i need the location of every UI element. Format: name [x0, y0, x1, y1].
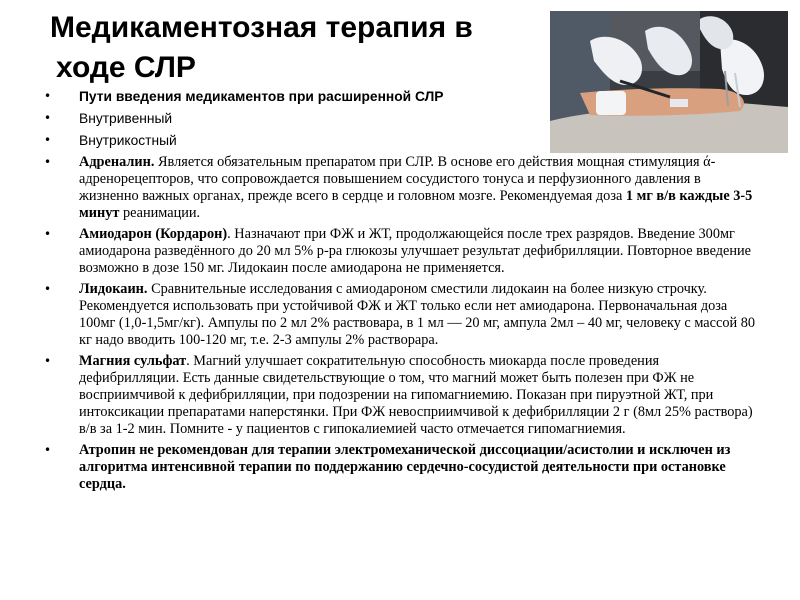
bullet-intravenous	[44, 110, 519, 128]
bullet-atropine	[44, 442, 760, 493]
bullet-bold-text: Атропин не рекомендован для терапии электромеханической диссоциации/асистолии и исключен из алгоритма интенсивной терапии по поддержанию сердечно-сосудистой деятельности при остановке сердца.	[79, 442, 731, 492]
bullet-text: Внутривенный	[79, 111, 173, 126]
bullet-bold-text: Магния сульфат	[79, 353, 187, 369]
bullet-text: . Назначают при ФЖ и ЖТ, продолжающейся после трех разрядов. Введение 300мг амиодарона разведённого до 20 мл 5% р-ра глюкозы улучшает результат дефибрилляции. Повторное введение возможно в дозе 150 мг. Лидокаин после амиодарона не применяется.	[79, 226, 751, 276]
slide-title	[50, 8, 550, 88]
bullet-list	[44, 88, 760, 497]
bullet-bold-text: Амиодарон (Кордарон)	[79, 226, 228, 242]
bullet-dot: •	[44, 133, 52, 147]
bullet-text: Внутрикостный	[79, 133, 177, 148]
bullet-text: . Магний улучшает сократительную способность миокарда после проведения дефибрилляции. Есть данные свидетельствующие о том, что магний может быть полезен при ФЖ не восприимчивой к дефибрилляции, при подозрении на гипомагниемию. Показан при пируэтной ЖТ, при интоксикации препаратами наперстянки. При ФЖ невосприимчивой к дефибрилляции 2 г (8мл 25% раствора) в/в за 1-2 мин. Помните - у пациентов с гипокалиемией часто отмечается гипомагниемия.	[79, 353, 753, 437]
bullet-dot: •	[44, 155, 52, 169]
bullet-text: Сравнительные исследования с амиодароном сместили лидокаин на более низкую строчку. Рекомендуется использовать при устойчивой ФЖ и ЖТ только если нет амиодарона. Первоначальная доза 100мг (1,0-1,5мг/кг). Ампулы по 2 мл 2% раствовара, в 1 мл — 20 мг, ампула 2мл – 40 мг, человеку с массой 80 кг надо вводить 100-120 мг, т.е. 2-3 ампулы 2% растворара.	[79, 281, 756, 348]
bullet-amiodarone	[44, 226, 760, 277]
bullet-dose-text: 1 мг в/в каждые 3-5 минут	[79, 188, 753, 221]
bullet-text-end: реанимации.	[119, 205, 201, 221]
title-line-2: ходе СЛР	[56, 51, 196, 84]
bullet-bold-text: Лидокаин.	[79, 281, 148, 297]
bullet-dot: •	[44, 443, 52, 457]
bullet-lidocaine	[44, 281, 760, 349]
title-line-1: Медикаментозная терапия в	[50, 11, 473, 44]
bullet-dot: •	[44, 227, 52, 241]
bullet-dot: •	[44, 89, 52, 103]
bullet-dot: •	[44, 282, 52, 296]
bullet-dot: •	[44, 111, 52, 125]
bullet-bold-text: Адреналин.	[79, 154, 155, 170]
bullet-intraosseous	[44, 132, 519, 150]
bullet-magnesium	[44, 353, 760, 438]
bullet-bold-text: Пути введения медикаментов при расширенной СЛР	[79, 89, 444, 104]
bullet-text: Является обязательным препаратом при СЛР. В основе его действия мощная стимуляция ά-адренорецепторов, что сопровождается повышением сосудистого тонуса и перфузионного давления в жизненно важных органах, прежде всего в сердце и головном мозге. Рекомендуемая доза	[79, 154, 716, 204]
bullet-adrenaline	[44, 154, 760, 222]
bullet-dot: •	[44, 354, 52, 368]
bullet-routes-header	[44, 88, 519, 106]
